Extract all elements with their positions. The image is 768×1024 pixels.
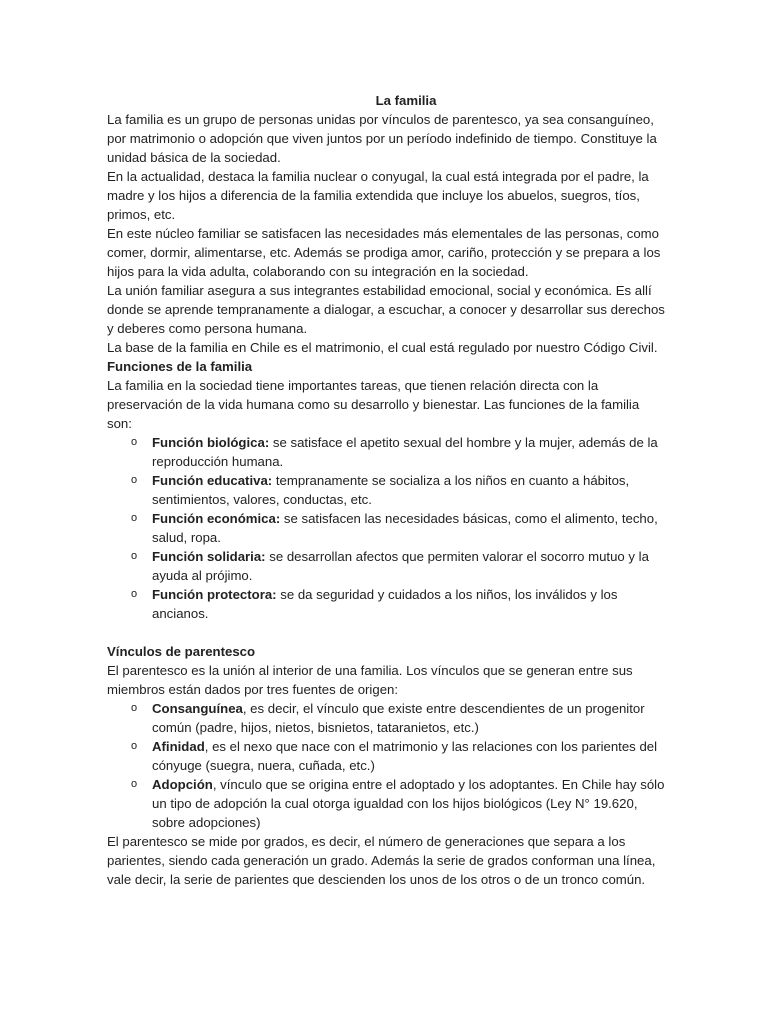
list-item-text: se da seguridad y cuidados a los niños, los inválidos y los ancianos. bbox=[152, 587, 618, 621]
vinculos-list bbox=[107, 699, 667, 832]
intro-paragraph-1: La familia es un grupo de personas unidas por vínculos de parentesco, ya sea consanguíneo, por matrimonio o adopción que viven juntos por un período indefinido de tiempo. Constituye la unidad básica de la sociedad. bbox=[107, 112, 657, 165]
intro-paragraph-5: La base de la familia en Chile es el matrimonio, el cual está regulado por nuestro Código Civil. bbox=[107, 340, 658, 355]
list-item-term: Función protectora: bbox=[152, 587, 277, 602]
bullet-icon: o bbox=[131, 512, 138, 524]
list-item-term: Función solidaria: bbox=[152, 549, 266, 564]
list-item-text: tempranamente se socializa a los niños en cuanto a hábitos, sentimientos, valores, conductas, etc. bbox=[152, 473, 630, 507]
funciones-heading: Funciones de la familia bbox=[107, 359, 253, 374]
list-item bbox=[107, 433, 667, 471]
bullet-icon: o bbox=[131, 474, 138, 486]
vinculos-closing-paragraph: El parentesco se mide por grados, es decir, el número de generaciones que separa a los parientes, siendo cada generación un grado. Además la serie de grados conforman una línea, vale decir, la serie de parientes que descienden los unos de los otros o de un tronco común. bbox=[107, 834, 656, 887]
list-item-term: Función económica: bbox=[152, 511, 281, 526]
list-item bbox=[107, 471, 667, 509]
list-item-term: Función educativa: bbox=[152, 473, 273, 488]
intro-paragraph-3: En este núcleo familiar se satisfacen las necesidades más elementales de las personas, como comer, dormir, alimentarse, etc. Además se prodiga amor, cariño, protección y se prepara a los hijos para la vida adulta, colaborando con su integración en la sociedad. bbox=[107, 226, 661, 279]
list-item bbox=[107, 775, 667, 832]
list-item bbox=[107, 737, 667, 775]
list-item bbox=[107, 585, 667, 623]
bullet-icon: o bbox=[131, 740, 138, 752]
vinculos-paragraph: El parentesco es la unión al interior de una familia. Los vínculos que se generan entre sus miembros están dados por tres fuentes de origen: bbox=[107, 663, 633, 697]
list-item bbox=[107, 547, 667, 585]
section-spacer bbox=[107, 623, 667, 642]
bullet-icon: o bbox=[131, 778, 138, 790]
bullet-icon: o bbox=[131, 550, 138, 562]
vinculos-heading: Vínculos de parentesco bbox=[107, 644, 256, 659]
bullet-icon: o bbox=[131, 702, 138, 714]
list-item-term: Adopción bbox=[152, 777, 213, 792]
list-item-term: Función biológica: bbox=[152, 435, 270, 450]
intro-paragraph-2: En la actualidad, destaca la familia nuclear o conyugal, la cual está integrada por el padre, la madre y los hijos a diferencia de la familia extendida que incluye los abuelos, suegros, tíos, primos, etc. bbox=[107, 169, 649, 222]
bullet-icon: o bbox=[131, 436, 138, 448]
document-title: La familia bbox=[375, 93, 437, 108]
intro-paragraph-4: La unión familiar asegura a sus integrantes estabilidad emocional, social y económica. Es allí donde se aprende tempranamente a dialogar, a escuchar, a conocer y desarrollar sus derechos y deberes como persona humana. bbox=[107, 283, 665, 336]
list-item-text: , vínculo que se origina entre el adoptado y los adoptantes. En Chile hay sólo un tipo de adopción la cual otorga igualdad con los hijos biológicos (Ley N° 19.620, sobre adopciones) bbox=[152, 777, 665, 830]
list-item-text: , es decir, el vínculo que existe entre descendientes de un progenitor común (padre, hijos, nietos, bisnietos, tataranietos, etc.) bbox=[152, 701, 645, 735]
list-item-text: se satisface el apetito sexual del hombre y la mujer, además de la reproducción humana. bbox=[152, 435, 658, 469]
funciones-list bbox=[107, 433, 667, 623]
list-item-text: se satisfacen las necesidades básicas, como el alimento, techo, salud, ropa. bbox=[152, 511, 658, 545]
list-item bbox=[107, 509, 667, 547]
funciones-paragraph: La familia en la sociedad tiene importantes tareas, que tienen relación directa con la preservación de la vida humana como su desarrollo y bienestar. Las funciones de la familia son: bbox=[107, 378, 640, 431]
document-page bbox=[107, 91, 667, 889]
bullet-icon: o bbox=[131, 588, 138, 600]
list-item-text: , es el nexo que nace con el matrimonio y las relaciones con los parientes del cónyuge (suegra, nuera, cuñada, etc.) bbox=[152, 739, 658, 773]
list-item-text: se desarrollan afectos que permiten valorar el socorro mutuo y la ayuda al prójimo. bbox=[152, 549, 649, 583]
list-item bbox=[107, 699, 667, 737]
list-item-term: Afinidad bbox=[152, 739, 205, 754]
list-item-term: Consanguínea bbox=[152, 701, 243, 716]
